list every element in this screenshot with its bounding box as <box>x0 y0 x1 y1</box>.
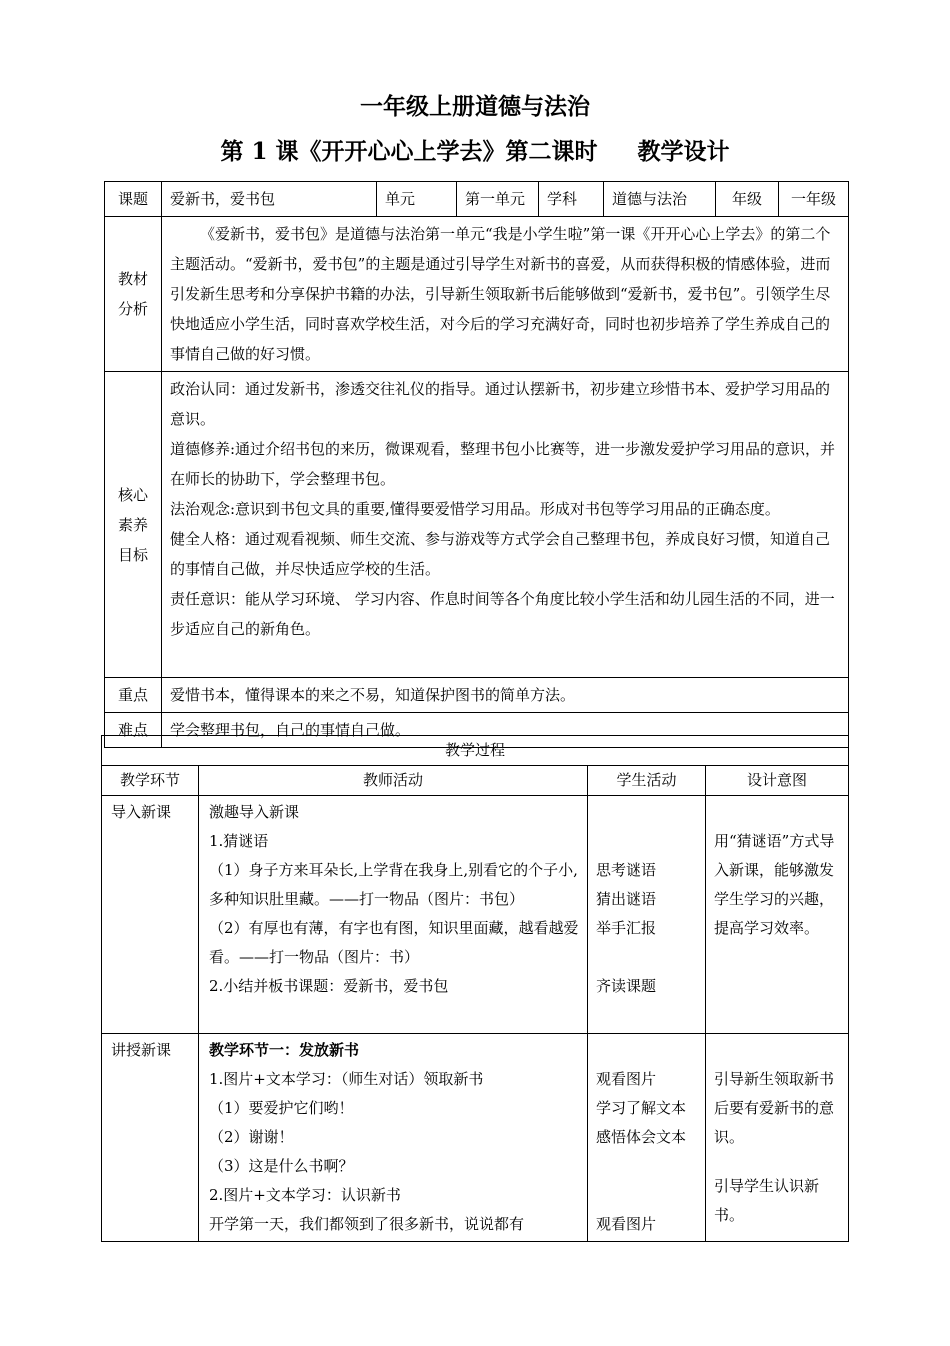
intro-stage: 导入新课 <box>102 796 199 1034</box>
intro-teacher-line: 激趣导入新课 <box>209 803 300 821</box>
intro-student-line: 举手汇报 <box>596 919 657 937</box>
unit-value: 第一单元 <box>457 182 539 217</box>
process-table <box>101 735 849 1242</box>
intro-student-line: 齐读课题 <box>596 977 657 995</box>
key-point-label: 重点 <box>105 678 162 713</box>
intro-intent-text: 用“猜谜语”方式导入新课，能够激发学生学习的兴趣，提高学习效率。 <box>714 832 835 937</box>
new-teacher <box>199 1034 588 1242</box>
new-student-line: 观看图片 <box>596 1070 657 1088</box>
new-student-line: 感悟体会文本 <box>596 1128 687 1146</box>
doc-title: 一年级上册道德与法治 <box>360 93 590 120</box>
goals-label-3: 目标 <box>117 545 148 564</box>
grade-label: 年级 <box>716 182 779 217</box>
new-stage: 讲授新课 <box>102 1034 199 1242</box>
new-teacher-heading <box>209 1036 579 1065</box>
goal-item: 政治认同：通过发新书，渗透交往礼仪的指导。通过认摆新书，初步建立珍惜书本、爱护学习用品的意识。 <box>170 380 831 428</box>
goals-content <box>162 372 849 678</box>
unit-label: 单元 <box>377 182 457 217</box>
analysis-text: 《爱新书，爱书包》是道德与法治第一单元“我是小学生啦”第一课《开开心心上学去》的第二个主题活动。“爱新书，爱书包”的主题是通过引导学生对新书的喜爱，从而获得积极的情感体验，进而引发新生思考和分享保护书籍的办法，引导新生领取新书后能够做到“爱新书，爱书包”。引领学生尽快地适应小学生活，同时喜欢学校生活，对今后的学习充满好奇，同时也初步培养了学生养成自己的事情自己做的好习惯。 <box>162 217 849 372</box>
intro-student-line: 思考谜语 <box>596 861 657 879</box>
new-teacher-line: 开学第一天，我们都领到了很多新书，说说都有 <box>209 1215 525 1233</box>
new-student <box>588 1034 706 1242</box>
goals-label-1: 核心 <box>117 485 148 504</box>
new-teacher-line: （3）这是什么书啊？ <box>209 1157 354 1175</box>
key-point-text: 爱惜书本，懂得课本的来之不易，知道保护图书的简单方法。 <box>162 678 849 713</box>
goal-item: 道德修养:通过介绍书包的来历，微课观看，整理书包小比赛等，进一步激发爱护学习用品的意识，并在师长的协助下，学会整理书包。 <box>170 440 836 488</box>
analysis-label-2: 分析 <box>117 300 148 318</box>
difficulty-text: 学会整理书包，自己的事情自己做。 <box>162 713 849 748</box>
topic-label: 课题 <box>105 182 162 217</box>
new-student-line: 观看图片 <box>596 1215 657 1233</box>
process-header: 教学过程 <box>102 736 849 766</box>
intro-intent <box>706 796 849 1034</box>
intro-teacher <box>199 796 588 1034</box>
analysis-label-1: 教材 <box>117 270 148 288</box>
col-intent: 设计意图 <box>706 766 849 796</box>
subtitle-lesson: 第 1 课《开开心心上学去》第二课时 <box>220 138 598 165</box>
new-intent <box>706 1034 849 1242</box>
new-teacher-line: （2）谢谢！ <box>209 1128 294 1146</box>
col-teacher: 教师活动 <box>199 766 588 796</box>
new-teacher-line: （1）要爱护它们哟！ <box>209 1099 354 1117</box>
goals-label <box>105 372 162 678</box>
intro-student-line: 猜出谜语 <box>596 890 657 908</box>
intro-teacher-line: 1.猜谜语 <box>209 832 269 850</box>
new-teacher-line: 2.图片+文本学习：认识新书 <box>209 1186 401 1204</box>
subject-label: 学科 <box>539 182 604 217</box>
new-intent-text: 引导学生认识新书。 <box>714 1177 820 1224</box>
new-student-line: 学习了解文本 <box>596 1099 687 1117</box>
intro-teacher-line: 2.小结并板书课题：爱新书，爱书包 <box>209 977 449 995</box>
intro-student <box>588 796 706 1034</box>
goal-item: 责任意识：能从学习环境、 学习内容、作息时间等各个角度比较小学生活和幼儿园生活的不同，进一步适应自己的新角色。 <box>170 590 835 638</box>
intro-teacher-line: （2）有厚也有薄，有字也有图，知识里面藏，越看越爱看。——打一物品（图片：书） <box>209 919 579 966</box>
goal-item: 法治观念:意识到书包文具的重要,懂得要爱惜学习用品。形成对书包等学习用品的正确态度。 <box>170 500 780 518</box>
goals-label-2: 素养 <box>117 515 148 534</box>
new-intent-text: 引导新生领取新书后要有爱新书的意识。 <box>714 1070 835 1146</box>
lesson-info-table <box>104 181 849 748</box>
intro-teacher-line: （1）身子方来耳朵长,上学背在我身上,别看它的个子小,多种知识肚里藏。——打一物品（图片：书包） <box>209 861 578 908</box>
doc-subtitle <box>0 135 950 169</box>
goal-item: 健全人格：通过观看视频、师生交流、参与游戏等方式学会自己整理书包，养成良好习惯，知道自己的事情自己做，并尽快适应学校的生活。 <box>170 530 831 578</box>
col-student: 学生活动 <box>588 766 706 796</box>
new-teacher-line: 1.图片+文本学习：（师生对话）领取新书 <box>209 1070 484 1088</box>
new-teacher-heading-text: 教学环节一：发放新书 <box>209 1041 360 1059</box>
topic-value: 爱新书，爱书包 <box>162 182 377 217</box>
col-stage: 教学环节 <box>102 766 199 796</box>
analysis-label <box>105 217 162 372</box>
subtitle-design: 教学设计 <box>637 138 730 165</box>
grade-value: 一年级 <box>779 182 849 217</box>
difficulty-label: 难点 <box>105 713 162 748</box>
subject-value: 道德与法治 <box>604 182 716 217</box>
